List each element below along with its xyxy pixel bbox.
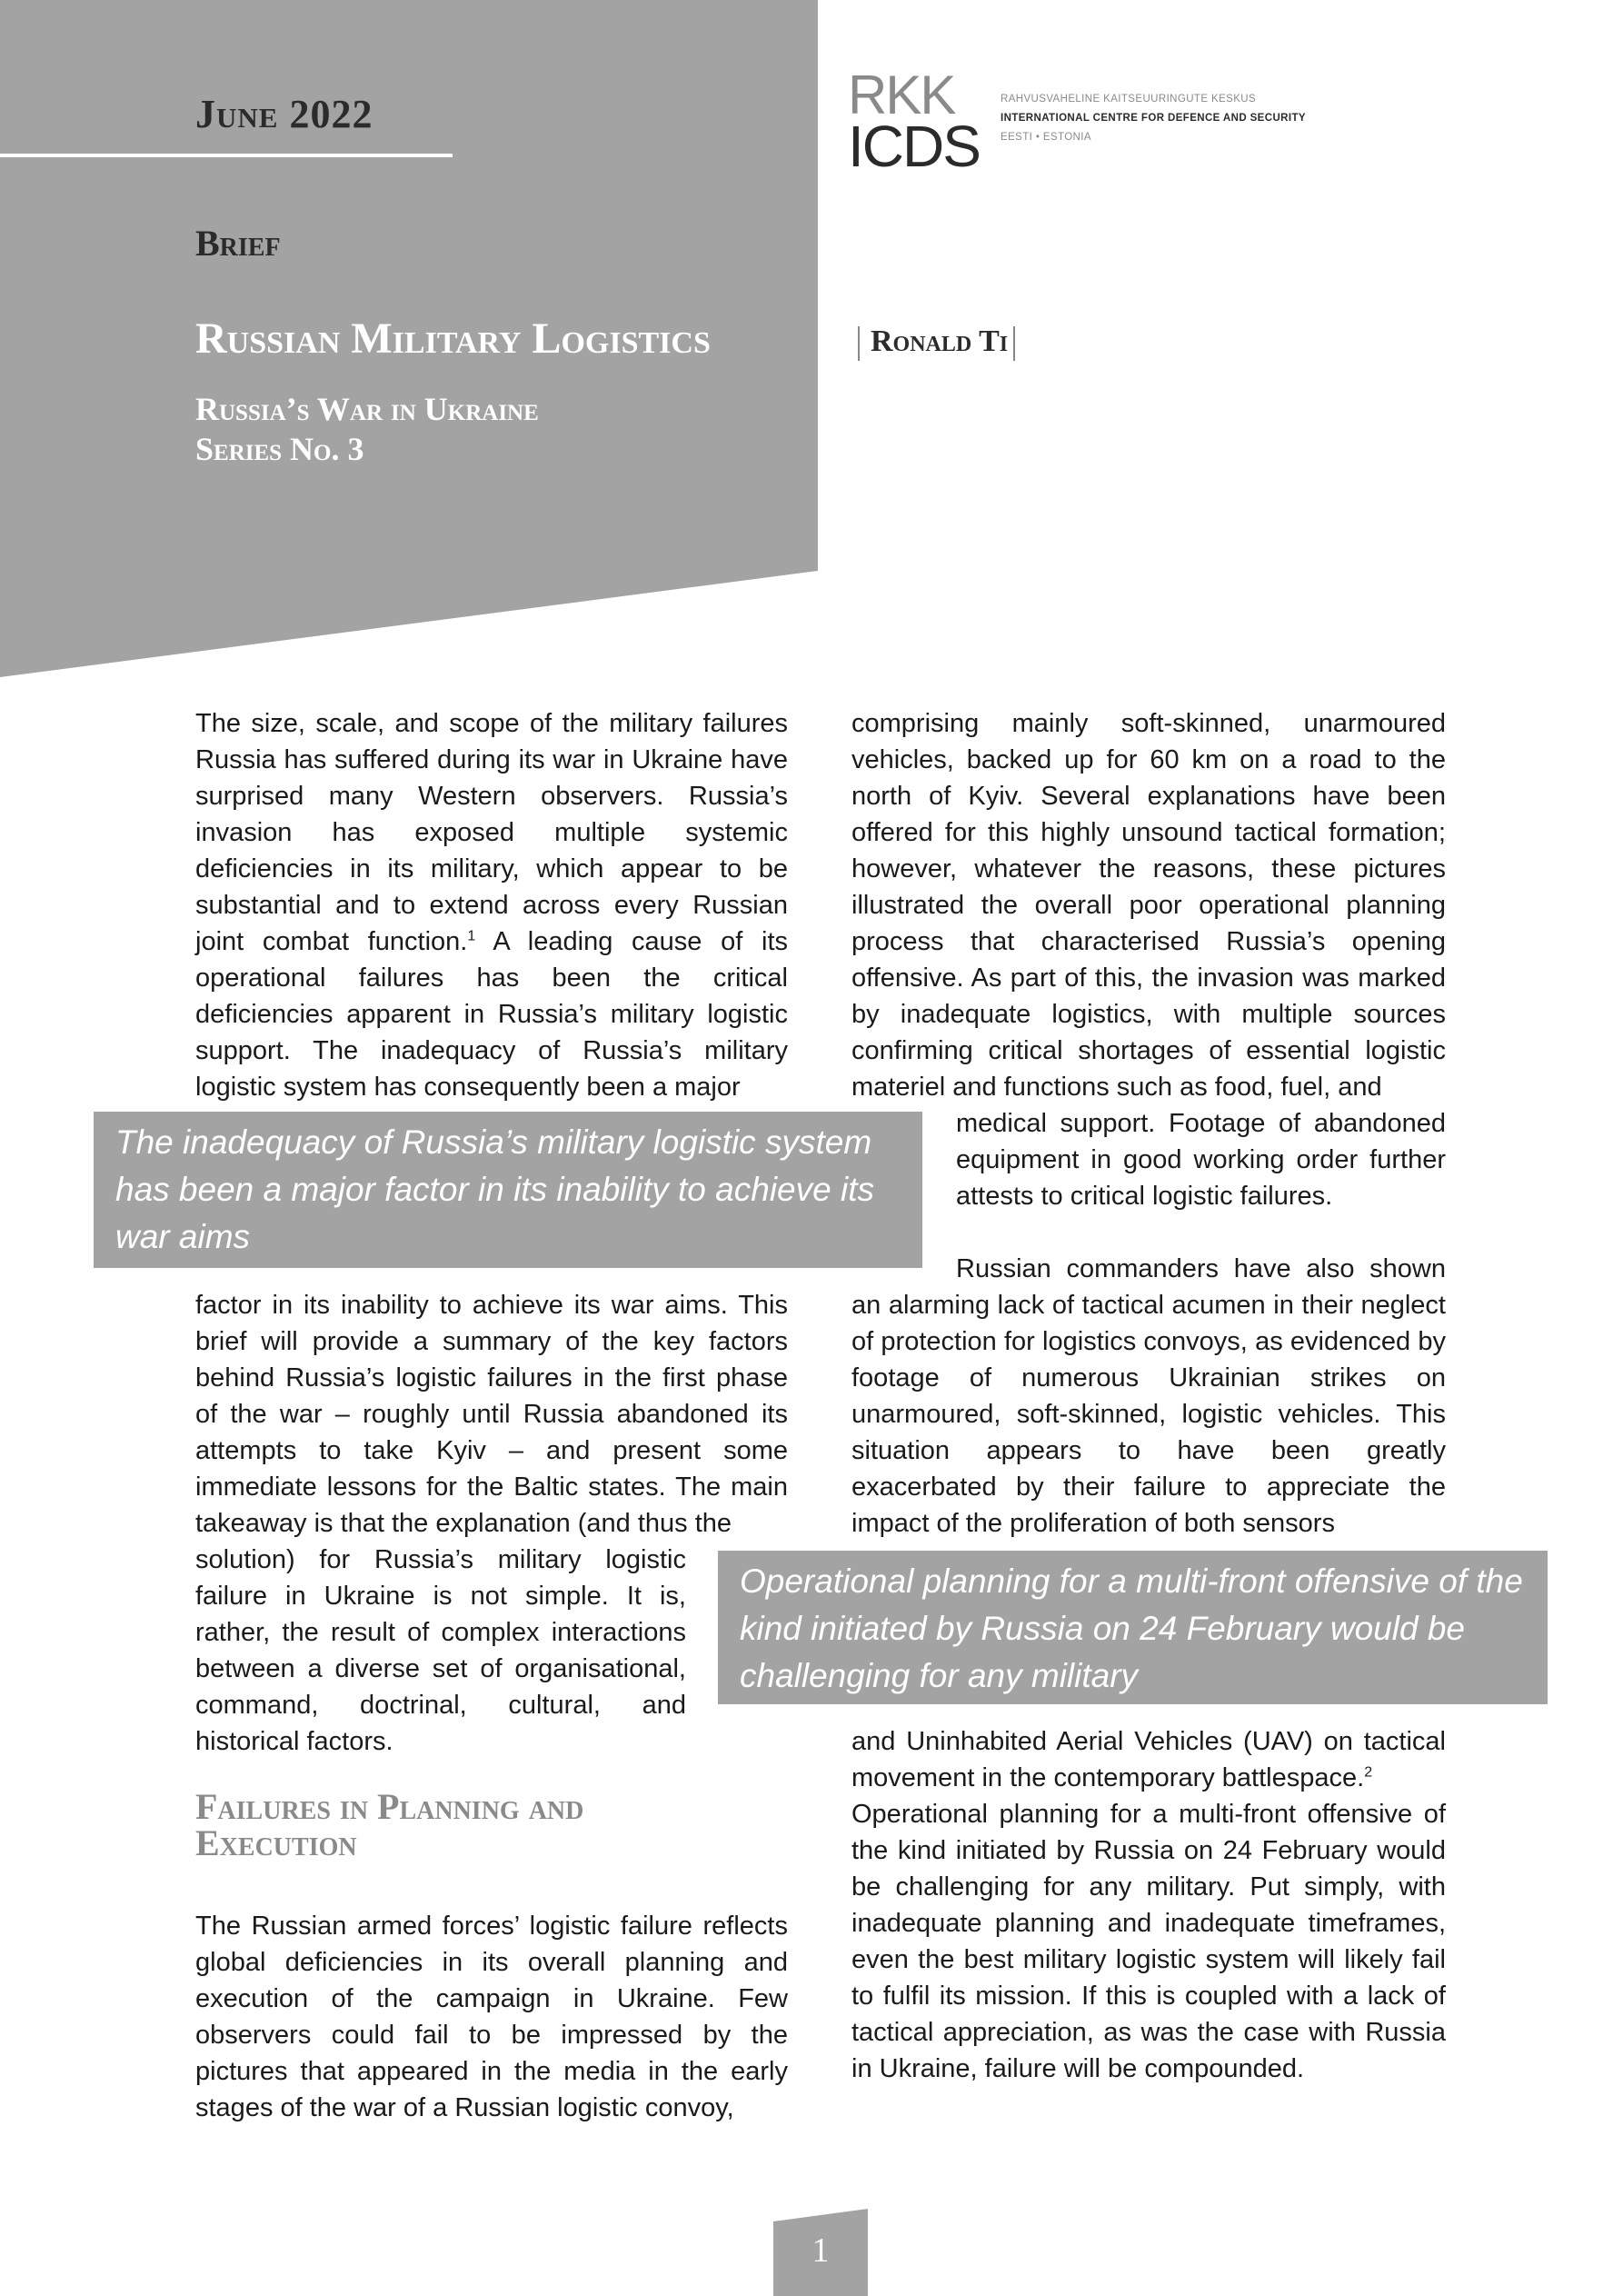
logo-mark-bottom: ICDS	[848, 114, 980, 179]
col2-para2-part-a: Russian commanders have also shown an alarming lack of tactical acumen in their neglect of protection for logistics convoys, as evidenced by footage of numerous Ukrainian strikes on unarmoured, soft-skinned, logistic vehicles. This situation appears to have been greatly exacerbated by their failure to appreciate the impact of the proliferation of both sensors	[851, 1254, 1446, 1538]
logo-line-country: EESTI • ESTONIA	[1001, 132, 1091, 143]
author-bar-left	[858, 326, 860, 361]
body-text-col2-block4	[851, 1723, 1446, 2087]
col2-para1-part-b: medical support. Footage of abandoned equipment in good working order further attests to critical logistic failures.	[956, 1109, 1446, 1211]
page-number: 1	[812, 2231, 830, 2270]
section-heading-line-2: Execution	[195, 1822, 357, 1863]
body-text-col1-block4	[195, 1908, 788, 2126]
author-name	[847, 324, 1015, 361]
footnote-ref-2: 2	[1364, 1764, 1373, 1781]
col1-para1-part-c: factor in its inability to achieve its war aims. This brief will provide a summary of the key factors behind Russia’s logistic failures in the first phase of the war – roughly until Russia abandoned its attempts to take Kyiv – and present some immediate lessons for the Baltic states. The main takeaway is that the explanation (and thus the	[195, 1291, 788, 1538]
page-title: Russian Military Logistics	[195, 314, 711, 363]
pull-quote-1: The inadequacy of Russia’s military logistic system has been a major factor in its inability to achieve its war aims	[94, 1112, 922, 1268]
col2-para1-part-a: comprising mainly soft-skinned, unarmoured vehicles, backed up for 60 km on a road to the north of Kyiv. Several explanations have been offered for this highly unsound tactical formation; however, whatever the reasons, these pictures illustrated the overall poor operational planning process that characterised Russia’s opening offensive. As part of this, the invasion was marked by inadequate logistics, with multiple sources confirming critical shortages of essential logistic materiel and functions such as food, fuel, and	[851, 709, 1446, 1102]
body-text-col1-block3	[195, 1542, 686, 1760]
publication-date: June 2022	[195, 92, 373, 136]
section-heading	[195, 1786, 584, 1863]
series-line-2: Series No. 3	[195, 431, 364, 467]
footnote-ref-1: 1	[467, 928, 476, 944]
col1-para2: The Russian armed forces’ logistic failure reflects global deficiencies in its overall planning and execution of the campaign in Ukraine. Few observers could fail to be impressed by the pictures that appeared in the media in the early stages of the war of a Russian logistic convoy,	[195, 1912, 788, 2122]
col1-para1-part-a: The size, scale, and scope of the military failures Russia has suffered during its war in Ukraine have surprised many Western observers. Russia’s invasion has exposed multiple systemic deficiencies in its military, which appear to be substantial and to extend across every Russian joint combat function.	[195, 709, 788, 956]
col2-para3: Operational planning for a multi-front offensive of the kind initiated by Russia on 24 February would be challenging for any military. Put simply, with inadequate planning and inadequate timeframes, even the best military logistic system will likely fail to fulfil its mission. If this is coupled with a lack of tactical appreciation, as was the case with Russia in Ukraine, failure will be compounded.	[851, 1800, 1446, 2083]
col2-para2-part-b: and Uninhabited Aerial Vehicles (UAV) on tactical movement in the contemporary battlespace.	[851, 1727, 1446, 1792]
logo-line-estonian: RAHVUSVAHELINE KAITSEUURINGUTE KESKUS	[1001, 94, 1257, 105]
body-text-col2-block1	[851, 705, 1446, 1105]
body-text-col2-block2	[956, 1105, 1446, 1214]
logo-mark-top: RKK	[848, 65, 955, 125]
date-divider	[0, 154, 453, 157]
section-heading-line-1: Failures in Planning and	[195, 1786, 584, 1827]
icds-logo	[848, 65, 1306, 179]
pull-quote-2: Operational planning for a multi-front offensive of the kind initiated by Russia on 24 February would be challenging for any military	[718, 1551, 1548, 1704]
body-text-col1-block2	[195, 1287, 788, 1542]
body-text-col2-block3	[851, 1251, 1446, 1542]
series-info	[195, 389, 539, 469]
col1-para1-part-b: A leading cause of its operational failures has been the critical deficiencies apparent in Russia’s military logistic support. The inadequacy of Russia’s military logistic system has consequently been a major	[195, 927, 789, 1102]
col1-para1-part-d: solution) for Russia’s military logistic failure in Ukraine is not simple. It is, rather, the result of complex interactions between a diverse set of organisational, command, doctrinal, cultural, and historical factors.	[195, 1545, 686, 1756]
author-label: Ronald Ti	[871, 324, 1009, 358]
series-line-1: Russia’s War in Ukraine	[195, 391, 539, 427]
author-bar-right	[1013, 326, 1015, 361]
body-text-col1-block1	[195, 705, 788, 1105]
logo-line-english: INTERNATIONAL CENTRE FOR DEFENCE AND SECURITY	[1001, 113, 1306, 124]
document-type: Brief	[195, 223, 281, 264]
